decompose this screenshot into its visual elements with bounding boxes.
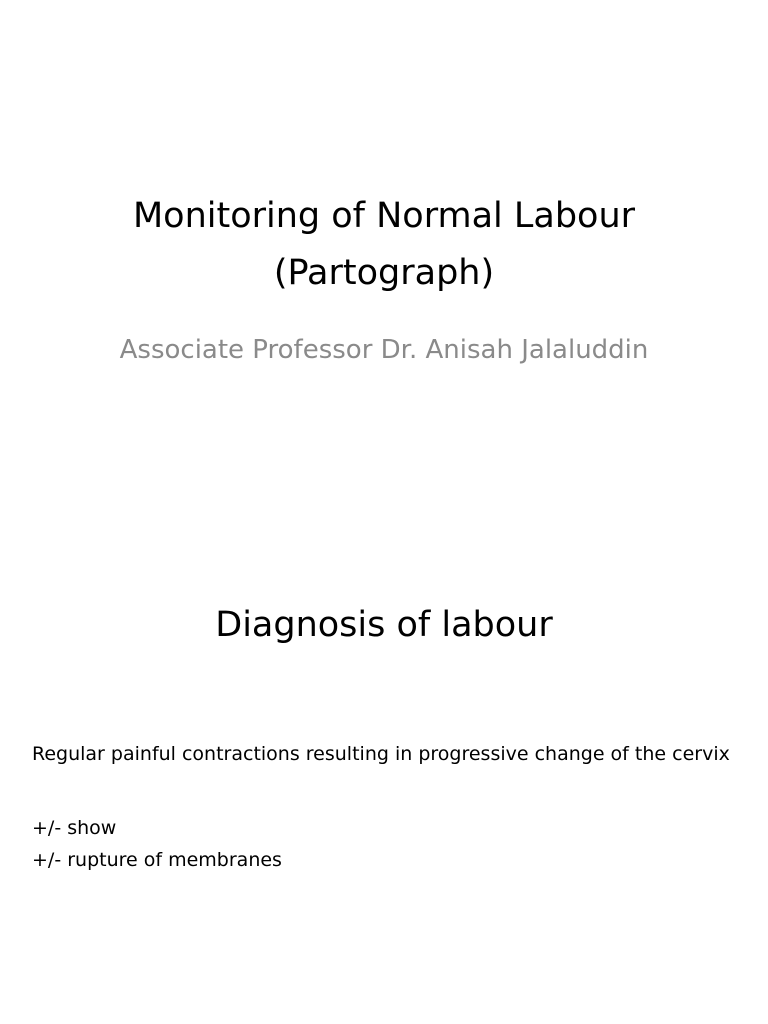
slide-title-line-2: (Partograph)	[273, 253, 495, 293]
slide-heading: Diagnosis of labour	[215, 605, 553, 645]
content-slide	[0, 512, 768, 1024]
diagnosis-paragraph: Regular painful contractions resulting in progressive change of the cervix	[32, 743, 730, 765]
slide-title	[40, 188, 728, 302]
content-list	[32, 738, 732, 876]
author-subtitle: Associate Professor Dr. Anisah Jalaluddin	[119, 335, 649, 365]
slide-title-line-1: Monitoring of Normal Labour	[132, 196, 636, 236]
list-item-show: +/- show	[32, 817, 117, 839]
list-item-rupture: +/- rupture of membranes	[32, 849, 282, 871]
